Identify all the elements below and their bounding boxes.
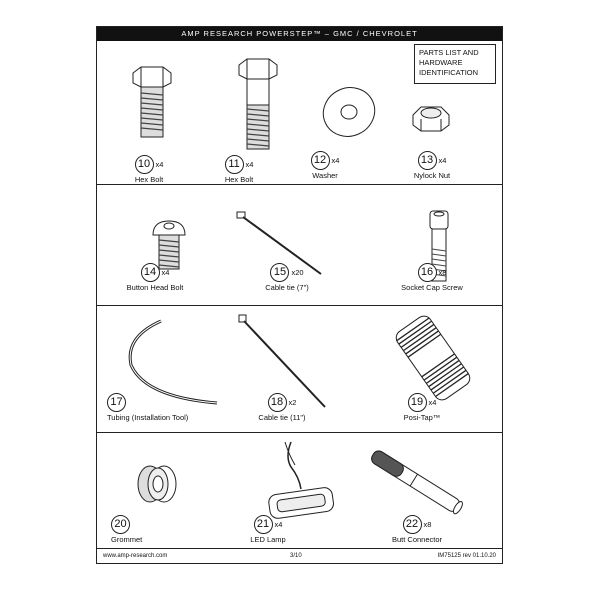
part-label: Nylock Nut xyxy=(413,171,451,180)
part-number-badge: 13 xyxy=(418,151,437,170)
page-header: AMP RESEARCH POWERSTEP™ – GMC / CHEVROLET xyxy=(97,27,502,41)
part-number-badge: 11 xyxy=(225,155,244,174)
parts-list-box: PARTS LIST AND HARDWARE IDENTIFICATION xyxy=(414,44,496,84)
part-quantity: x4 xyxy=(438,156,447,165)
part-label: Socket Cap Screw xyxy=(401,283,463,292)
row-divider xyxy=(97,432,502,433)
part-quantity: x20 xyxy=(291,268,304,277)
part-13 xyxy=(397,151,467,180)
washer-illustration xyxy=(319,82,379,142)
part-quantity: x8 xyxy=(423,520,432,529)
hex-bolt-short-illustration xyxy=(127,65,177,145)
part-20 xyxy=(111,515,171,544)
part-21 xyxy=(233,515,303,544)
part-12 xyxy=(295,151,355,180)
instruction-sheet xyxy=(96,26,503,564)
part-number-badge: 18 xyxy=(268,393,287,412)
part-label: Posi-Tap™ xyxy=(403,413,441,422)
part-number-badge: 12 xyxy=(311,151,330,170)
part-quantity: x2 xyxy=(288,398,297,407)
row-divider xyxy=(97,305,502,306)
footer-page-number: 3/10 xyxy=(290,553,302,559)
part-quantity: x4 xyxy=(155,160,164,169)
part-number-badge: 10 xyxy=(135,155,154,174)
part-label: Button Head Bolt xyxy=(126,283,184,292)
part-number-badge: 20 xyxy=(111,515,130,534)
part-16 xyxy=(387,263,477,292)
part-number-badge: 19 xyxy=(408,393,427,412)
part-quantity: x8 xyxy=(438,268,447,277)
part-quantity: x4 xyxy=(428,398,437,407)
nylock-nut-illustration xyxy=(409,101,454,136)
part-number-badge: 15 xyxy=(270,263,289,282)
part-number-badge: 16 xyxy=(418,263,437,282)
part-17 xyxy=(107,393,217,422)
part-number-badge: 21 xyxy=(254,515,273,534)
part-label: Tubing (Installation Tool) xyxy=(107,413,189,422)
part-quantity: x4 xyxy=(274,520,283,529)
page-footer xyxy=(97,548,502,563)
part-label: LED Lamp xyxy=(250,535,286,544)
part-10 xyxy=(119,155,179,184)
row-divider xyxy=(97,184,502,185)
hex-bolt-long-illustration xyxy=(233,57,283,152)
part-label: Butt Connector xyxy=(391,535,443,544)
footer-document-id: IM75125 rev 01.10.20 xyxy=(437,553,496,559)
part-quantity: x4 xyxy=(161,268,170,277)
part-label: Hex Bolt xyxy=(224,175,254,184)
part-11 xyxy=(209,155,269,184)
grommet-illustration xyxy=(132,459,182,509)
part-15 xyxy=(247,263,327,292)
part-label: Hex Bolt xyxy=(134,175,164,184)
footer-website: www.amp-research.com xyxy=(103,553,168,559)
led-lamp-illustration xyxy=(261,437,341,517)
part-quantity: x4 xyxy=(245,160,254,169)
part-number-badge: 17 xyxy=(107,393,126,412)
part-number-badge: 22 xyxy=(403,515,422,534)
part-label: Grommet xyxy=(111,535,143,544)
butt-connector-illustration xyxy=(365,447,465,517)
posi-tap-illustration xyxy=(393,323,473,393)
part-14 xyxy=(105,263,205,292)
part-label: Washer xyxy=(312,171,338,180)
part-number-badge: 14 xyxy=(141,263,160,282)
part-label: Cable tie (7") xyxy=(265,283,309,292)
part-quantity: x4 xyxy=(331,156,340,165)
part-18 xyxy=(242,393,322,422)
part-22 xyxy=(377,515,457,544)
part-label: Cable tie (11") xyxy=(258,413,306,422)
part-19 xyxy=(387,393,457,422)
